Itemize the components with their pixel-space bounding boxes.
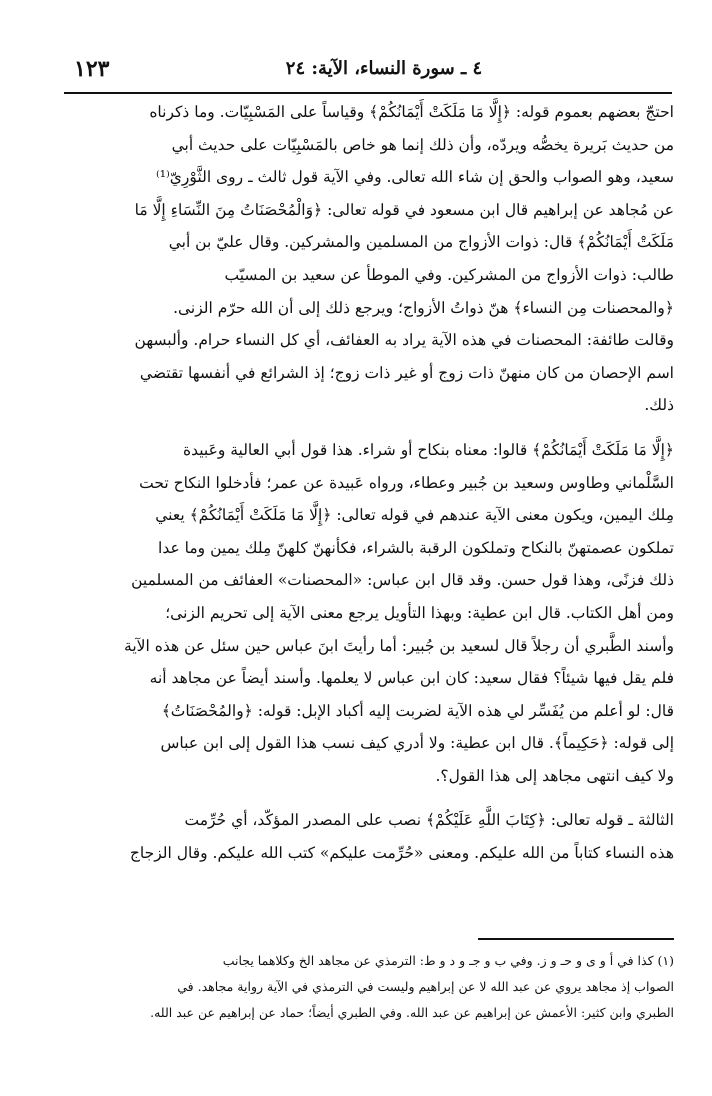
text-line: طالب: ذوات الأزواج من المشركين. وفي الموطأ عن سعيد بن المسيّب <box>224 265 674 284</box>
text-line: احتجّ بعضهم بعموم قوله: ﴿إِلَّا مَا مَلَكَتْ أَيْمَانُكُمْ﴾ وقياساً على المَسْبِيّات. وما ذكرناه <box>149 103 674 121</box>
main-text <box>62 96 674 870</box>
text-line: الثالثة ـ قوله تعالى: ﴿كِتَابَ اللَّهِ عَلَيْكُمْ﴾ نصب على المصدر المؤكّد، أي حُرِّمت <box>184 811 674 830</box>
text-line: مَلَكَتْ أَيْمَانُكُمْ﴾ قال: ذوات الأزواج من المسلمين والمشركين. وقال عليّ بن أبي <box>168 233 674 252</box>
text-line: ذلك فزنًى، وهذا قول حسن. وقد قال ابن عباس: «المحصنات» العفائف من المسلمين <box>131 571 674 590</box>
running-head: ٤ ـ سورة النساء، الآية: ٢٤ <box>285 58 483 79</box>
footnote-line: (١) كذا في أ و ى و حـ و ز. وفي ب و جـ و د و ط: الترمذي عن مجاهد الخ وكلاهما يجانب <box>222 953 674 968</box>
text-line: ولا كيف انتهى مجاهد إلى هذا القول؟. <box>435 766 674 785</box>
text-line: السَّلْماني وطاوس وسعيد بن جُبير وعطاء، ورواه عَبيدة عن عمر؛ فأدخلوا النكاح تحت <box>139 473 674 492</box>
text-line: عن مُجاهد عن إبراهيم قال ابن مسعود في قوله تعالى: ﴿وَالْمُحْصَنَاتُ مِنَ النِّسَاءِ إِلَّا مَا <box>134 200 674 219</box>
footnote-line: الطبري وابن كثير: الأعمش عن إبراهيم عن عبد الله. وفي الطبري أيضاً؛ حماد عن إبراهيم عن عبد الله. <box>150 1005 674 1020</box>
text-line: هذه النساء كتاباً من الله عليكم. ومعنى «حُرِّمت عليكم» كتب الله عليكم. وقال الزجاج <box>129 844 674 863</box>
text-line: قال: لو أعلم من يُفَسِّر لي هذه الآية لضربت إليه أكباد الإبل: قوله: ﴿والمُحْصَنَاتُ﴾ <box>161 701 674 720</box>
page-header <box>64 52 672 94</box>
text-line: سعيد، وهو الصواب والحق إن شاء الله تعالى. وفي الآية قول ثالث ـ روى الثَّوْرِيّ⁽¹⁾ <box>155 168 674 187</box>
footnote-line: الصواب إذ مجاهد يروي عن عبد الله لا عن إبراهيم وليست في الترمذي في الآية رواية مجاهد. في <box>177 979 674 994</box>
text-line: ﴿والمحصنات مِن النساء﴾ هنّ ذواتُ الأزواج؛ ويرجع ذلك إلى أن الله حرّم الزنى. <box>173 298 674 317</box>
page-number: ١٢٣ <box>74 56 110 82</box>
text-line: تملكون عصمتهنّ بالنكاح وتملكون الرقبة بالشراء، فكأنهنّ كلهنّ مِلك يمين وما عدا <box>158 538 674 557</box>
text-line: وأسند الطَّبري أن رجلاً قال لسعيد بن جُبير: أما رأيتَ ابنَ عباس حين سئل عن هذه الآية <box>124 636 674 655</box>
footnote <box>62 948 674 1026</box>
footnote-separator <box>478 938 674 940</box>
text-line: ذلك. <box>644 396 674 415</box>
text-line: من حديث بَريرة يخصُّه ويردّه، وأن ذلك إنما هو خاص بالمَسْبِيّات على حديث أبي <box>171 135 674 154</box>
text-line: ومن أهل الكتاب. قال ابن عطية: وبهذا التأويل يرجع معنى الآية إلى تحريم الزنى؛ <box>165 603 674 622</box>
text-line: اسم الإحصان من كان منهنّ ذات زوج أو غير ذات زوج؛ إذ الشرائع في أنفسها تقتضي <box>139 363 674 382</box>
text-line: مِلك اليمين، ويكون معنى الآية عندهم في قوله تعالى: ﴿إِلَّا مَا مَلَكَتْ أَيْمَانُكُمْ﴾ يعني <box>155 506 674 525</box>
text-line: إلى قوله: ﴿حَكِيماً﴾. قال ابن عطية: ولا أدري كيف نسب هذا القول إلى ابن عباس <box>160 734 674 753</box>
text-line: ﴿إِلَّا مَا مَلَكَتْ أَيْمَانُكُمْ﴾ قالوا: معناه بنكاح أو شراء. هذا قول أبي العالية وعَبيدة <box>182 440 674 459</box>
text-line: وقالت طائفة: المحصنات في هذه الآية يراد به العفائف، أي كل النساء حرام. وألبسهن <box>134 331 674 350</box>
text-line: فلم يقل فيها شيئاً؟ فقال سعيد: كان ابن عباس لا يعلمها. وأسند أيضاً عن مجاهد أنه <box>149 669 674 688</box>
